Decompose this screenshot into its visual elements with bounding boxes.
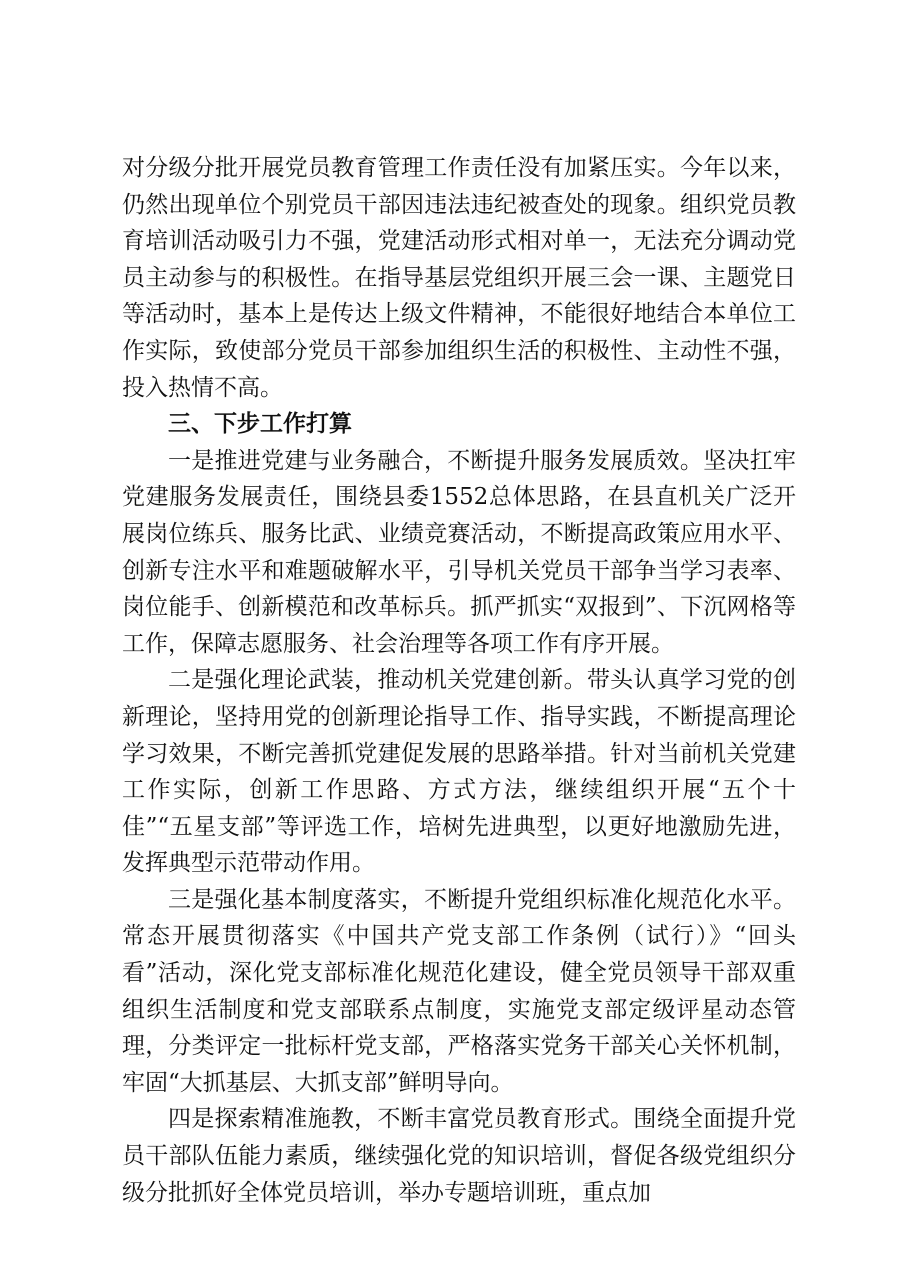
paragraph-4: 四是探索精准施教，不断丰富党员教育形式。围绕全面提升党员干部队伍能力素质，继续强化党的知识培训，督促各级党组织分级分批抓好全体党员培训，举办专题培训班，重点加 [122, 1106, 796, 1206]
paragraph-1: 一是推进党建与业务融合，不断提升服务发展质效。坚决扛牢党建服务发展责任，围绕县委1552总体思路，在县直机关广泛开展岗位练兵、服务比武、业绩竞赛活动，不断提高政策应用水平、创新专注水平和难题破解水平，引导机关党员干部争当学习表率、岗位能手、创新模范和改革标兵。抓严抓实“双报到”、下沉网格等工作，保障志愿服务、社会治理等各项工作有序开展。 [122, 447, 796, 657]
section-heading: 三、下步工作打算 [168, 411, 352, 438]
paragraph-2: 二是强化理论武装，推动机关党建创新。带头认真学习党的创新理论，坚持用党的创新理论指导工作、指导实践，不断提高理论学习效果，不断完善抓党建促发展的思路举措。针对当前机关党建工作实际，创新工作思路、方式方法，继续组织开展“五个十佳”“五星支部”等评选工作，培树先进典型，以更好地激励先进，发挥典型示范带动作用。 [122, 667, 796, 877]
paragraph-intro: 对分级分批开展党员教育管理工作责任没有加紧压实。今年以来，仍然出现单位个别党员干部因违法违纪被查处的现象。组织党员教育培训活动吸引力不强，党建活动形式相对单一，无法充分调动党员主动参与的积极性。在指导基层党组织开展三会一课、主题党日等活动时，基本上是传达上级文件精神，不能很好地结合本单位工作实际，致使部分党员干部参加组织生活的积极性、主动性不强，投入热情不高。 [122, 155, 796, 401]
document-body [122, 150, 796, 1211]
paragraph-3: 三是强化基本制度落实，不断提升党组织标准化规范化水平。常态开展贯彻落实《中国共产党支部工作条例（试行）》“回头看”活动，深化党支部标准化规范化建设，健全党员领导干部双重组织生活制度和党支部联系点制度，实施党支部定级评星动态管理，分类评定一批标杆党支部，严格落实党务干部关心关怀机制，牢固“大抓基层、大抓支部”鲜明导向。 [122, 886, 796, 1096]
